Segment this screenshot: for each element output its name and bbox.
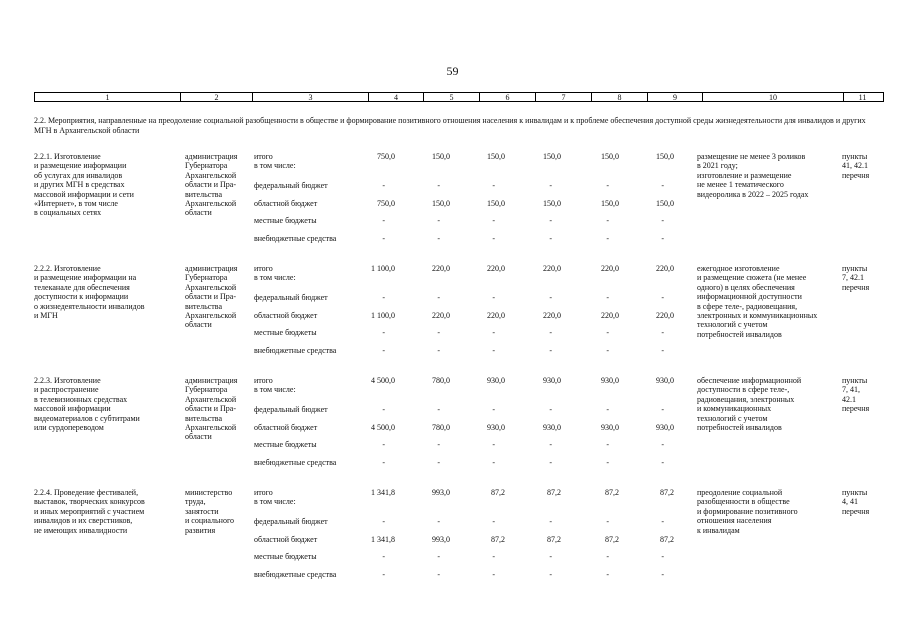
cell-value: - xyxy=(661,440,664,449)
reference: пункты 41, 42.1 перечня xyxy=(842,152,870,180)
cell-value: - xyxy=(437,328,440,337)
section-title: 2.2. Мероприятия, направленные на преодоление социальной разобщенности в обществе и формирование позитивного отношения населения к инвалидам и к проблеме обеспечения доступной среды жизнедеятельности для инвалидов и других МГН в Архангельской области xyxy=(34,116,866,135)
cell-value: - xyxy=(549,440,552,449)
cell-value: 87,2 xyxy=(547,535,561,544)
cell-value: - xyxy=(549,293,552,302)
measure-name: 2.2.1. Изготовление и размещение информации об услугах для инвалидов и других МГН в средствах массовой информации и сети «Интернет», в том числе в социальных сетях xyxy=(34,152,134,218)
cell-value: - xyxy=(382,440,385,449)
funding-label: федеральный бюджет xyxy=(254,181,328,190)
cell-value: - xyxy=(382,570,385,579)
cell-value: - xyxy=(661,346,664,355)
funding-label: местные бюджеты xyxy=(254,440,317,449)
cell-value: - xyxy=(549,181,552,190)
header-cell: 6 xyxy=(480,93,536,101)
cell-value: 750,0 xyxy=(377,152,395,161)
cell-value: 750,0 xyxy=(377,199,395,208)
cell-value: - xyxy=(661,570,664,579)
measure-name: 2.2.2. Изготовление и размещение информации на телеканале для обеспечения доступности к информации о жизнедеятельности инвалидов и МГН xyxy=(34,264,145,321)
cell-value: 1 341,8 xyxy=(371,488,395,497)
table-header-row xyxy=(34,92,884,102)
cell-value: - xyxy=(492,234,495,243)
header-cell: 9 xyxy=(648,93,703,101)
cell-value: 150,0 xyxy=(601,152,619,161)
header-cell: 4 xyxy=(369,93,424,101)
cell-value: 220,0 xyxy=(432,264,450,273)
cell-value: - xyxy=(437,293,440,302)
cell-value: - xyxy=(549,216,552,225)
cell-value: 150,0 xyxy=(601,199,619,208)
cell-value: 220,0 xyxy=(432,311,450,320)
cell-value: 930,0 xyxy=(543,423,561,432)
funding-label: областной бюджет xyxy=(254,199,318,208)
cell-value: - xyxy=(437,234,440,243)
cell-value: - xyxy=(661,181,664,190)
cell-value: - xyxy=(606,216,609,225)
funding-label: местные бюджеты xyxy=(254,552,317,561)
cell-value: - xyxy=(606,570,609,579)
cell-value: 4 500,0 xyxy=(371,376,395,385)
reference: пункты 7, 42.1 перечня xyxy=(842,264,870,292)
cell-value: - xyxy=(661,405,664,414)
cell-value: 930,0 xyxy=(487,376,505,385)
cell-value: 930,0 xyxy=(601,376,619,385)
page-number: 59 xyxy=(446,64,459,78)
cell-value: - xyxy=(437,346,440,355)
cell-value: - xyxy=(606,440,609,449)
cell-value: - xyxy=(382,293,385,302)
cell-value: - xyxy=(549,570,552,579)
cell-value: - xyxy=(437,517,440,526)
cell-value: - xyxy=(549,328,552,337)
cell-value: 220,0 xyxy=(543,311,561,320)
expected-result: преодоление социальной разобщенности в обществе и формирование позитивного отношения населения к инвалидам xyxy=(697,488,798,535)
cell-value: - xyxy=(549,517,552,526)
header-cell: 8 xyxy=(592,93,648,101)
funding-label: областной бюджет xyxy=(254,423,318,432)
cell-value: - xyxy=(661,293,664,302)
cell-value: 150,0 xyxy=(656,152,674,161)
cell-value: - xyxy=(492,181,495,190)
cell-value: - xyxy=(437,440,440,449)
table-row xyxy=(0,264,905,384)
reference: пункты 4, 41 перечня xyxy=(842,488,870,516)
cell-value: 87,2 xyxy=(491,535,505,544)
cell-value: - xyxy=(382,234,385,243)
cell-value: - xyxy=(492,458,495,467)
cell-value: - xyxy=(661,552,664,561)
cell-value: - xyxy=(606,328,609,337)
header-cell: 3 xyxy=(253,93,369,101)
header-cell: 5 xyxy=(424,93,480,101)
cell-value: - xyxy=(492,552,495,561)
header-cell: 1 xyxy=(35,93,181,101)
funding-label: федеральный бюджет xyxy=(254,517,328,526)
header-cell: 2 xyxy=(181,93,253,101)
cell-value: 780,0 xyxy=(432,423,450,432)
cell-value: - xyxy=(437,458,440,467)
reference: пункты 7, 41, 42.1 перечня xyxy=(842,376,870,414)
cell-value: 87,2 xyxy=(605,488,619,497)
cell-value: - xyxy=(382,346,385,355)
cell-value: - xyxy=(549,346,552,355)
cell-value: - xyxy=(492,346,495,355)
funding-label: внебюджетные средства xyxy=(254,346,337,355)
cell-value: - xyxy=(492,405,495,414)
cell-value: 993,0 xyxy=(432,535,450,544)
cell-value: - xyxy=(606,181,609,190)
cell-value: 150,0 xyxy=(656,199,674,208)
cell-value: - xyxy=(606,234,609,243)
funding-label: областной бюджет xyxy=(254,535,318,544)
cell-value: 4 500,0 xyxy=(371,423,395,432)
cell-value: - xyxy=(382,328,385,337)
cell-value: - xyxy=(606,405,609,414)
cell-value: - xyxy=(382,216,385,225)
cell-value: 150,0 xyxy=(432,199,450,208)
cell-value: 87,2 xyxy=(605,535,619,544)
cell-value: 150,0 xyxy=(487,152,505,161)
cell-value: - xyxy=(437,570,440,579)
cell-value: 220,0 xyxy=(487,311,505,320)
cell-value: 930,0 xyxy=(656,376,674,385)
cell-value: 993,0 xyxy=(432,488,450,497)
cell-value: 930,0 xyxy=(656,423,674,432)
cell-value: - xyxy=(382,181,385,190)
cell-value: - xyxy=(661,328,664,337)
cell-value: - xyxy=(661,517,664,526)
cell-value: - xyxy=(437,181,440,190)
cell-value: 87,2 xyxy=(660,535,674,544)
cell-value: 930,0 xyxy=(487,423,505,432)
funding-label: внебюджетные средства xyxy=(254,234,337,243)
cell-value: - xyxy=(382,405,385,414)
cell-value: 220,0 xyxy=(656,311,674,320)
funding-label: федеральный бюджет xyxy=(254,405,328,414)
cell-value: - xyxy=(492,293,495,302)
cell-value: - xyxy=(549,234,552,243)
cell-value: 87,2 xyxy=(547,488,561,497)
cell-value: - xyxy=(606,346,609,355)
cell-value: 220,0 xyxy=(487,264,505,273)
table-row xyxy=(0,152,905,272)
cell-value: - xyxy=(492,517,495,526)
cell-value: - xyxy=(606,552,609,561)
cell-value: - xyxy=(437,405,440,414)
cell-value: 930,0 xyxy=(543,376,561,385)
expected-result: ежегодное изготовление и размещение сюжета (не менее одного) в целях обеспечения информационной доступности в сфере теле-, радиовещания, электронных и коммуникационных технологий с учетом потребностей инвалидов xyxy=(697,264,818,339)
table-row xyxy=(0,376,905,496)
funding-label: местные бюджеты xyxy=(254,328,317,337)
cell-value: - xyxy=(661,458,664,467)
cell-value: - xyxy=(549,552,552,561)
cell-value: - xyxy=(661,216,664,225)
cell-value: - xyxy=(492,328,495,337)
measure-name: 2.2.4. Проведение фестивалей, выставок, творческих конкурсов и иных мероприятий с участием инвалидов и их сверстников, не имеющих инвалидности xyxy=(34,488,145,535)
cell-value: - xyxy=(382,552,385,561)
cell-value: - xyxy=(382,458,385,467)
cell-value: - xyxy=(661,234,664,243)
cell-value: 87,2 xyxy=(660,488,674,497)
executor: администрация Губернатора Архангельской области и Пра- вительства Архангельской области xyxy=(185,264,238,330)
cell-value: 220,0 xyxy=(543,264,561,273)
cell-value: - xyxy=(492,440,495,449)
cell-value: - xyxy=(549,458,552,467)
funding-label: внебюджетные средства xyxy=(254,458,337,467)
cell-value: - xyxy=(606,458,609,467)
cell-value: 220,0 xyxy=(601,264,619,273)
measure-name: 2.2.3. Изготовление и распространение в телевизионных средствах массовой информации видеоматериалов с субтитрами или сурдопереводом xyxy=(34,376,140,433)
cell-value: - xyxy=(492,570,495,579)
cell-value: - xyxy=(549,405,552,414)
executor: администрация Губернатора Архангельской области и Пра- вительства Архангельской области xyxy=(185,376,238,442)
header-cell: 10 xyxy=(703,93,844,101)
funding-label: итого в том числе: xyxy=(254,152,296,171)
cell-value: 1 100,0 xyxy=(371,264,395,273)
funding-label: внебюджетные средства xyxy=(254,570,337,579)
cell-value: 780,0 xyxy=(432,376,450,385)
funding-label: областной бюджет xyxy=(254,311,318,320)
funding-label: федеральный бюджет xyxy=(254,293,328,302)
funding-label: местные бюджеты xyxy=(254,216,317,225)
cell-value: 150,0 xyxy=(487,199,505,208)
cell-value: - xyxy=(382,517,385,526)
cell-value: 1 341,8 xyxy=(371,535,395,544)
cell-value: - xyxy=(492,216,495,225)
cell-value: 150,0 xyxy=(432,152,450,161)
cell-value: - xyxy=(437,552,440,561)
cell-value: 220,0 xyxy=(601,311,619,320)
cell-value: - xyxy=(606,293,609,302)
header-cell: 11 xyxy=(858,93,867,102)
cell-value: - xyxy=(437,216,440,225)
executor: администрация Губернатора Архангельской области и Пра- вительства Архангельской области xyxy=(185,152,238,218)
cell-value: 1 100,0 xyxy=(371,311,395,320)
funding-label: итого в том числе: xyxy=(254,264,296,283)
cell-value: 930,0 xyxy=(601,423,619,432)
funding-label: итого в том числе: xyxy=(254,376,296,395)
cell-value: 220,0 xyxy=(656,264,674,273)
table-row xyxy=(0,488,905,608)
expected-result: обеспечение информационной доступности в сфере теле-, радиовещания, электронных и коммуникационных технологий с учетом потребностей инвалидов xyxy=(697,376,802,433)
expected-result: размещение не менее 3 роликов в 2021 году; изготовление и размещение не менее 1 тематического видеоролика в 2022 – 2025 годах xyxy=(697,152,809,199)
executor: министерство труда, занятости и социального развития xyxy=(185,488,235,535)
funding-label: итого в том числе: xyxy=(254,488,296,507)
cell-value: - xyxy=(606,517,609,526)
header-cell: 7 xyxy=(536,93,592,101)
cell-value: 150,0 xyxy=(543,199,561,208)
cell-value: 150,0 xyxy=(543,152,561,161)
cell-value: 87,2 xyxy=(491,488,505,497)
